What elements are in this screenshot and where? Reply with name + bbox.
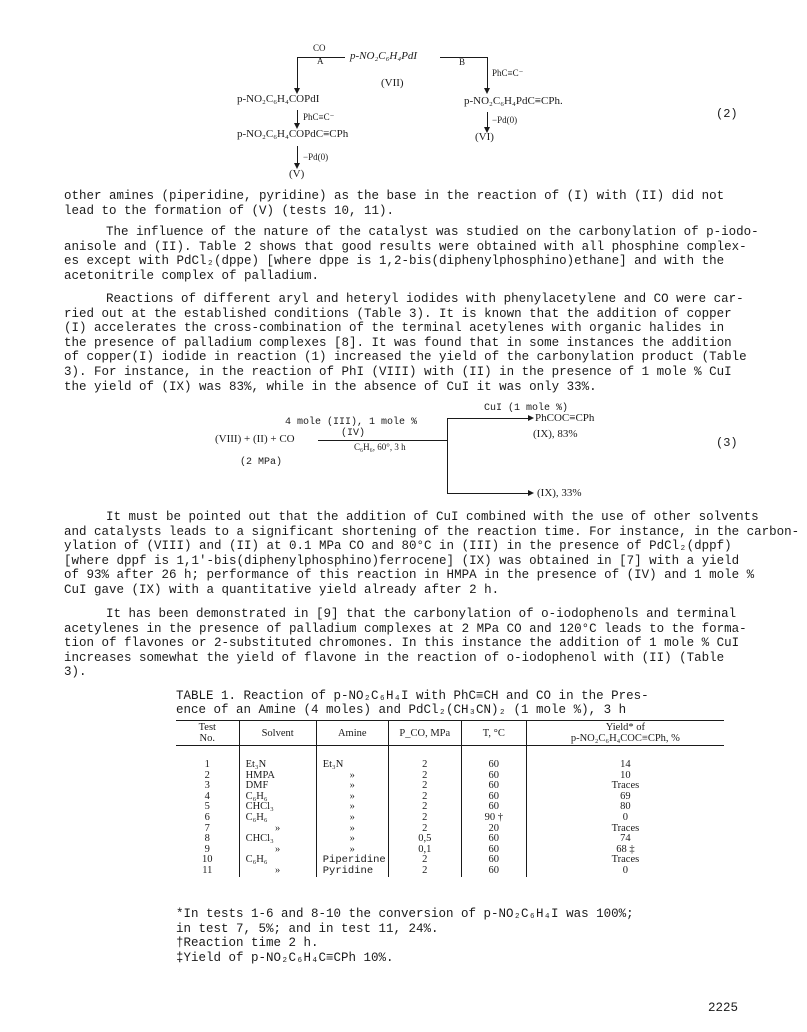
table-row [176,746,724,771]
scheme3-equation-number: (3) [716,436,738,450]
cell-temp: 60 [461,746,526,771]
text-line: ried out at the established conditions (Table 3). It is known that the addition of copper [64,306,732,321]
header-amine: Amine [316,721,388,746]
text-line: 3). For instance, in the reaction of PhI (VIII) with (II) in the presence of 1 mole % CuI [64,364,732,379]
cell-amine: Et₃N [316,746,388,771]
text-line: It has been demonstrated in [9] that the carbonylation of o-iodophenols and terminal [106,607,737,621]
cell-test: 1 [204,759,210,770]
text-line: es except with PdCl₂(dppe) [where dppe is 1,2-bis(diphenylphosphino)ethane] and with the [64,254,725,269]
cell-pco: 2 [388,813,461,824]
cell-pco: 2 [388,781,461,792]
header-test-line2: No. [199,733,216,744]
scheme2-label-a: A [317,56,324,66]
table-row [176,813,724,824]
cell-pco: 0,5 [388,834,461,845]
cell-test: 7 [204,822,210,834]
cell-solvent: » [239,845,316,856]
text-line: and catalysts leads to a significant shortening of the reaction time. For instance, in the carbon- [64,524,800,539]
table-row [176,834,724,845]
scheme3-conditions-1: 4 mole (III), 1 mole % [285,417,418,428]
cell-solvent: CHCl₃ [239,834,316,845]
cell-temp: 60 [461,792,526,803]
header-test-line1: Test [198,722,216,733]
cell-test: 4 [204,790,210,802]
cell-temp: 60 [461,781,526,792]
text-line: acetylenes in the presence of palladium complexes at 2 MPa CO and 120°C leads to the forma- [64,621,747,636]
cell-yield: 74 [526,834,724,845]
cell-pco: 2 [388,866,461,877]
page-number: 2225 [708,1001,739,1015]
cell-amine: » [316,792,388,803]
header-test-no [176,721,239,746]
text-line: tion of flavones or 2-substituted chromones. In this instance the addition of 1 mole % CuI [64,636,740,651]
table1-header-row [176,721,724,746]
cell-yield: 0 [526,866,724,877]
scheme2-left-pd: −Pd(0) [303,152,329,162]
text-line: Reactions of different aryl and heteryl iodides with phenylacetylene and CO were car- [106,292,744,306]
cell-yield: 0 [526,813,724,824]
cell-yield: 80 [526,802,724,813]
header-yield-line1: Yield* of [605,722,646,733]
cell-amine: » [316,813,388,824]
text-line: 3). [64,665,87,680]
scheme3-bottom-arrow [447,493,530,494]
scheme3-product: PhCOC≡CPh [535,412,595,424]
text-line: of copper(I) iodide in reaction (1) increased the yield of the carbonylation product (Table [64,350,747,365]
text-line: the yield of (IX) was 83%, while in the absence of CuI it was only 33%. [64,379,597,394]
scheme2-label-vii: (VII) [381,77,404,89]
header-temperature: T, °C [461,721,526,746]
scheme2-label-b: B [459,57,466,67]
text-line: acetonitrile complex of palladium. [64,268,320,283]
footnote-line: ‡Yield of p-NO₂C₆H₄C≡CPh 10%. [176,950,394,965]
cell-yield: Traces [526,781,724,792]
cell-amine: » [316,845,388,856]
paragraph-5 [64,607,747,680]
cell-amine: » [316,781,388,792]
cell-solvent: Et₃N [239,746,316,771]
scheme3-bottom-arrow-head [528,490,534,496]
scheme2-left-arrow-3 [297,146,298,164]
scheme2-right-reagent: PhC≡C⁻ [492,68,524,78]
text-line: (I) accelerates the cross-combination of the terminal acetylenes with organic halides in [64,321,725,336]
scheme2-arrow-b-vertical [487,57,488,89]
cell-amine: Piperidine [316,855,388,866]
footnote-line: †Reaction time 2 h. [176,936,319,951]
text-line: CuI gave (IX) with a quantitative yield already after 2 h. [64,582,500,597]
footnote-line: in test 7, 5%; and in test 11, 24%. [176,921,439,936]
cell-test: 6 [204,811,210,823]
cell-amine: » [316,771,388,782]
cell-test: 3 [204,780,210,792]
scheme3-top-arrow [447,418,530,419]
table1-caption [176,689,649,717]
cell-yield: 14 [526,746,724,771]
cell-test: 10 [202,854,213,866]
scheme2-equation-number: (2) [716,107,738,121]
paragraph-1 [64,189,744,218]
text-line: It must be pointed out that the addition of CuI combined with the use of other solvents [106,510,759,524]
paragraph-3 [64,292,747,394]
table1-footnotes [176,907,634,965]
cell-solvent: DMF [239,781,316,792]
cell-temp: 60 [461,866,526,877]
cell-solvent: C₆H₆ [239,792,316,803]
text-line: the presence of palladium complexes [8]. It was found that in some instances the addition [64,335,732,350]
cell-solvent: » [239,824,316,835]
scheme3-top-arrow-head [528,415,534,421]
cell-solvent: C₆H₆ [239,813,316,824]
text-line: anisole and (II). Table 2 shows that good results were obtained with all phosphine complex- [64,239,747,254]
scheme2-right-compound-1: p-NO₂C₆H₄PdC≡CPh. [464,95,563,107]
cell-solvent: C₆H₆ [239,855,316,866]
paragraph-2 [64,225,759,283]
caption-line: TABLE 1. Reaction of p-NO₂C₆H₄I with PhC≡CH and CO in the Pres- [176,689,649,703]
cell-temp: 60 [461,834,526,845]
text-line: [where dppf is 1,1'-bis(diphenylphosphino)ferrocene] (IX) was obtained in [7] with a yield [64,553,740,568]
scheme2-left-compound-1: p-NO₂C₆H₄COPdI [237,93,320,105]
scheme3-yield-bottom: (IX), 33% [537,487,582,499]
cell-amine: Pyridine [316,866,388,877]
cell-pco: 2 [388,824,461,835]
scheme2-left-arrow-2 [297,110,298,124]
scheme2-center-compound: p-NO₂C₆H₄PdI [350,50,418,62]
cell-amine: » [316,824,388,835]
table1 [176,720,724,877]
scheme2-left-reagent: PhC≡C⁻ [303,112,335,122]
scheme3-conditions-3: C₆H₆, 60°, 3 h [354,442,406,452]
scheme2-arrow-b-head [484,88,490,94]
cell-temp: 90 † [461,813,526,824]
cell-solvent: CHCl₃ [239,802,316,813]
cell-temp: 60 [461,855,526,866]
text-line: ylation of (VIII) and (II) at 0.1 MPa CO and 80°C in (III) in the presence of PdCl₂(dppf) [64,539,732,554]
scheme2-label-v: (V) [289,168,305,180]
cell-pco: 2 [388,792,461,803]
scheme2-arrow-a-vertical [297,57,298,89]
header-pco: P_CO, MPa [388,721,461,746]
cell-temp: 20 [461,824,526,835]
cell-test: 5 [204,801,210,813]
text-line: lead to the formation of (V) (tests 10, 11). [64,203,395,218]
text-line: of 93% after 26 h; performance of this reaction in HMPA in the presence of (IV) and 1 mole % [64,568,755,583]
cell-pco: 2 [388,802,461,813]
cell-yield: Traces [526,855,724,866]
cell-yield: Traces [526,824,724,835]
cell-test: 11 [202,864,213,876]
cell-pco: 2 [388,746,461,771]
cell-pco: 0,1 [388,845,461,856]
scheme2-left-compound-2: p-NO₂C₆H₄COPdC≡CPh [237,128,349,140]
scheme3-pressure: (2 MPa) [240,457,283,468]
paragraph-4 [64,510,800,598]
header-yield [526,721,724,746]
footnote-line: *In tests 1-6 and 8-10 the conversion of p-NO₂C₆H₄I was 100%; [176,907,634,921]
cell-amine: » [316,802,388,813]
table-row [176,866,724,877]
header-yield-line2: p-NO₂C₆H₄COC≡CPh, % [570,733,680,744]
scheme2-label-vi: (VI) [475,131,494,143]
text-line: increases somewhat the yield of flavone in the reaction of o-iodophenol with (II) (Table [64,650,725,665]
scheme2-right-arrow-2 [487,112,488,128]
cell-test: 2 [204,769,210,781]
cell-yield: 10 [526,771,724,782]
cell-solvent: HMPA [239,771,316,782]
cell-temp: 60 [461,771,526,782]
cell-pco: 2 [388,771,461,782]
cell-yield: 68 ‡ [526,845,724,856]
cell-test: 8 [204,833,210,845]
caption-line: ence of an Amine (4 moles) and PdCl₂(CH₃CN)₂ (1 mole %), 3 h [176,703,627,717]
scheme3-cui-condition: CuI (1 mole %) [484,403,569,414]
scheme3-split-line [447,418,448,494]
cell-temp: 60 [461,845,526,856]
scheme3-reactants: (VIII) + (II) + CO [215,433,295,445]
scheme2-co: CO [313,43,326,53]
table-row [176,855,724,866]
header-solvent: Solvent [239,721,316,746]
scheme3-yield-top: (IX), 83% [533,428,578,440]
text-line: other amines (piperidine, pyridine) as the base in the reaction of (I) with (II) did not [64,189,725,203]
cell-yield: 69 [526,792,724,803]
text-line: The influence of the nature of the catalyst was studied on the carbonylation of p-iodo- [106,225,759,239]
scheme2-right-pd: −Pd(0) [492,115,518,125]
scheme3-main-arrow [318,440,447,441]
cell-test: 9 [204,843,210,855]
cell-temp: 60 [461,802,526,813]
cell-pco: 2 [388,855,461,866]
cell-amine: » [316,834,388,845]
scheme3-conditions-2: (IV) [341,428,366,439]
cell-solvent: » [239,866,316,877]
